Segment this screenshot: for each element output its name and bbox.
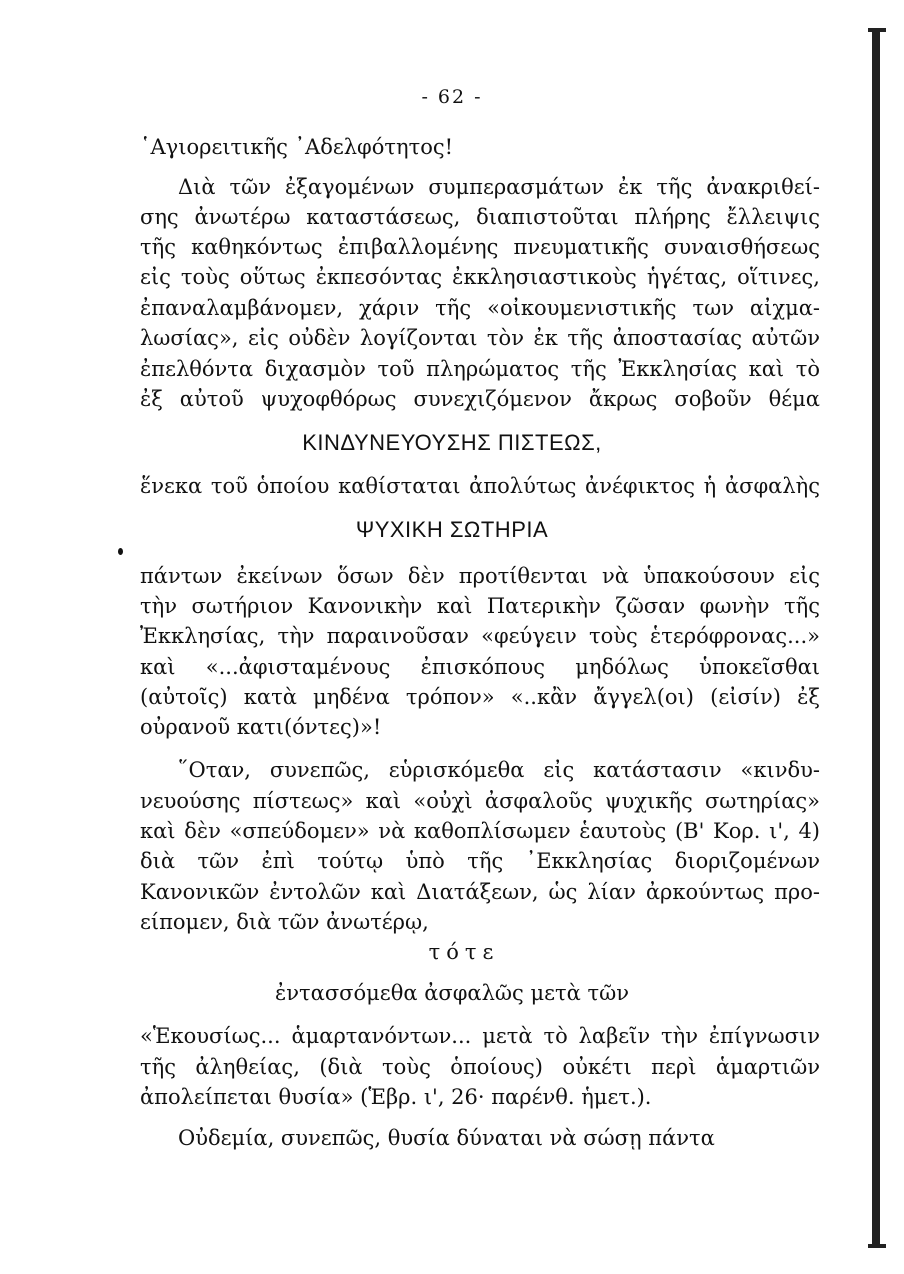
text-line: τὴν σωτήριον Κανονικὴν καὶ Πατερικὴν ζῶσαν φωνὴν τῆς (140, 594, 820, 618)
text-line: Κανονικῶν ἐντολῶν καὶ Διατάξεων, ὡς λίαν ἀρκούντως προ- (140, 880, 820, 904)
text-line: ἐξ αὐτοῦ ψυχοφθόρως συνεχιζόμενον ἄκρως σοβοῦν θέμα (140, 387, 820, 411)
text-line: διὰ τῶν ἐπὶ τούτῳ ὑπὸ τῆς ᾿Εκκλησίας διοριζομένων (140, 849, 820, 873)
text-line: ἀπολείπεται θυσία» (Ἑβρ. ι', 26· παρένθ. ἡμετ.). (140, 1085, 652, 1109)
print-speck (118, 548, 123, 555)
scan-binding-edge-top (868, 28, 886, 32)
text-line: τῆς ἀληθείας, (διὰ τοὺς ὁποίους) οὐκέτι περὶ ἁμαρτιῶν (140, 1055, 820, 1079)
text-line: ἕνεκα τοῦ ὁποίου καθίσταται ἀπολύτως ἀνέφικτος ἡ ἀσφαλὴς (140, 474, 820, 498)
text-line: ἐπαναλαμβάνομεν, χάριν τῆς «οἰκουμενιστικῆς των αἰχμα- (140, 296, 820, 320)
text-line: «Ἑκουσίως... ἁμαρτανόντων... μετὰ τὸ λαβεῖν τὴν ἐπίγνωσιν (140, 1024, 820, 1048)
text-line: ῞Οταν, συνεπῶς, εὑρισκόμεθα εἰς κατάστασιν «κινδυ- (178, 758, 820, 782)
scan-binding-edge-bottom (868, 1244, 886, 1248)
heading-kindyneuousis-pisteos: ΚΙΝΔΥΝΕΥΟΥΣΗΣ ΠΙΣΤΕΩΣ, (302, 430, 602, 455)
text-line: είπομεν, διὰ τῶν ἀνωτέρῳ, (140, 910, 429, 934)
heading-psychiki-sotiria: ΨΥΧΙΚΗ ΣΩΤΗΡΙΑ (355, 517, 549, 542)
text-line: Διὰ τῶν ἐξαγομένων συμπερασμάτων ἐκ τῆς ἀνακριθεί- (178, 175, 820, 199)
text-line: ἐπελθόντα διχασμὸν τοῦ πληρώματος τῆς Ἐκκλησίας καὶ τὸ (140, 357, 820, 381)
text-line: καὶ δὲν «σπεύδομεν» νὰ καθοπλίσωμεν ἑαυτοὺς (Β' Κορ. ι', 4) (140, 819, 820, 843)
text-line-centered: ἐντασσόμεθα ἀσφαλῶς μετὰ τῶν (275, 981, 629, 1005)
text-line: νευούσης πίστεως» καὶ «οὐχὶ ἀσφαλοῦς ψυχικῆς σωτηρίας» (140, 789, 820, 813)
page-number: - 62 - (421, 86, 483, 108)
text-line: εἰς τοὺς οὕτως ἐκπεσόντας ἐκκλησιαστικοὺς ἡγέτας, οἵτινες, (140, 265, 820, 289)
text-line: πάντων ἐκείνων ὅσων δὲν προτίθενται νὰ ὑπακούσουν εἰς (140, 564, 820, 588)
word-tote: τότε (428, 940, 500, 964)
text-line: Οὐδεμία, συνεπῶς, θυσία δύναται νὰ σώσῃ πάντα (178, 1126, 715, 1150)
text-line: λωσίας», εἰς οὐδὲν λογίζονται τὸν ἐκ τῆς ἀποστασίας αὐτῶν (140, 326, 820, 350)
text-line: καὶ «...ἀφισταμένους ἐπισκόπους μηδόλως ὑποκεῖσθαι (140, 655, 820, 679)
scan-binding-edge (872, 28, 880, 1248)
text-line: οὐρανοῦ κατι(όντες)»! (140, 715, 382, 739)
text-line: τῆς καθηκόντως ἐπιβαλλομένης πνευματικῆς συναισθήσεως (140, 235, 820, 259)
text-line: (αὐτοῖς) κατὰ μηδένα τρόπον» «..κἂν ἄγγελ(οι) (εἰσίν) ἐξ (140, 685, 820, 709)
text-line: Ἐκκλησίας, τὴν παραινοῦσαν «φεύγειν τοὺς ἑτερόφρονας...» (140, 624, 820, 648)
text-line: ῾Αγιορειτικῆς ᾿Αδελφότητος! (140, 135, 454, 159)
text-line: σης ἀνωτέρω καταστάσεως, διαπιστοῦται πλήρης ἔλλειψις (140, 205, 820, 229)
